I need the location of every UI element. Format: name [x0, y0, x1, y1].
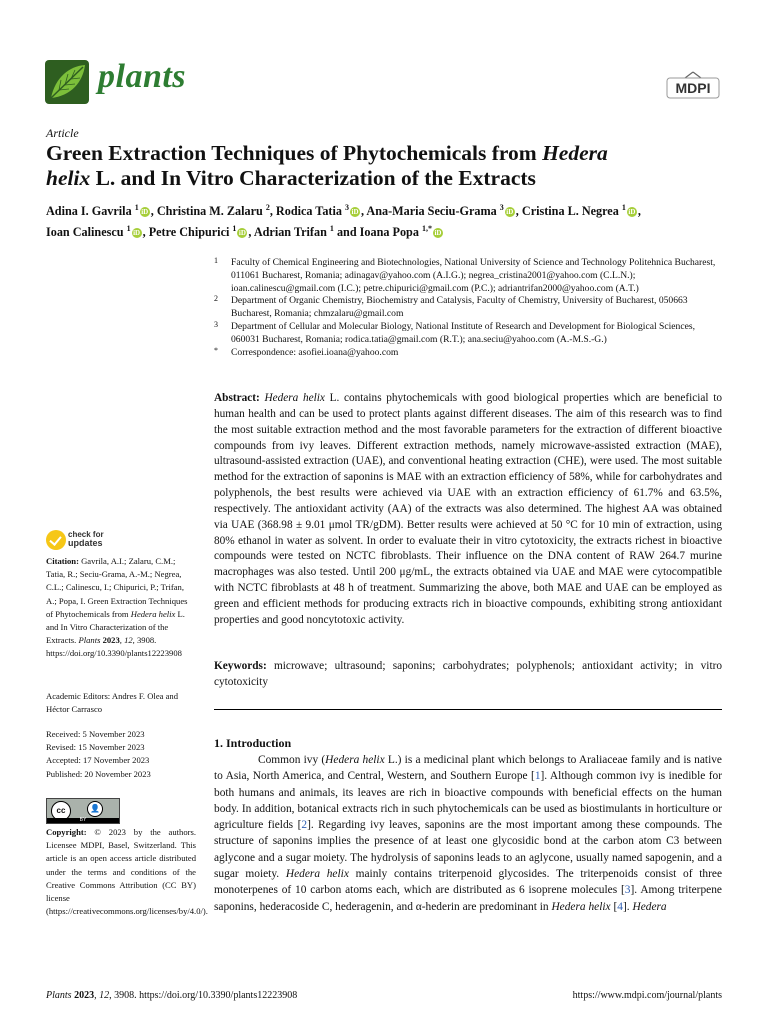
- mdpi-logo-icon: [666, 70, 720, 100]
- introduction-paragraph: [214, 752, 722, 915]
- date-received: Received: 5 November 2023: [46, 729, 145, 739]
- abstract-species: Hedera helix: [264, 392, 325, 404]
- intro-text: mainly contains triterpenoid glycosides. The triterpenoids consist of three monoterpenes of 10 carbon atoms each, which are distributed as 6 isoprene molecules [: [214, 868, 722, 897]
- check-line-1: check for: [68, 530, 104, 539]
- title-italic-1: Hedera: [542, 141, 608, 165]
- section-heading-introduction: 1. Introduction: [214, 736, 292, 750]
- affiliations: [214, 257, 724, 359]
- orcid-icon[interactable]: iD: [141, 208, 149, 217]
- author-affiliation-mark: 3: [499, 203, 504, 212]
- citation-journal: Plants: [78, 635, 101, 646]
- author[interactable]: Adrian Trifan: [253, 225, 327, 240]
- orcid-icon[interactable]: iD: [434, 229, 442, 238]
- orcid-icon[interactable]: iD: [506, 208, 514, 217]
- orcid-icon[interactable]: iD: [238, 229, 246, 238]
- academic-editors: Academic Editors: Andres F. Olea and Héctor Carrasco: [46, 691, 179, 715]
- check-for-updates-label: [68, 530, 128, 548]
- citation-label: Citation:: [46, 556, 79, 566]
- author-affiliation-mark: 1: [126, 224, 131, 234]
- section-divider: [214, 709, 722, 710]
- intro-species: Hedera helix: [285, 868, 349, 881]
- intro-text: L.) is a medicinal plant which belongs to Araliaceae family and is native to Asia, North America, and Central, Western, and Southern Europe [: [214, 754, 722, 783]
- cc-by-license-badge[interactable]: [46, 798, 120, 824]
- affiliation-text: Department of Organic Chemistry, Biochemistry and Catalysis, Faculty of Chemistry, University of Bucharest, 050663 Bucharest, Romania; chmzalaru@gmail.com: [231, 295, 688, 320]
- title-italic-2: helix: [46, 166, 91, 190]
- date-accepted: Accepted: 17 November 2023: [46, 755, 150, 766]
- orcid-icon[interactable]: iD: [133, 229, 141, 238]
- cc-icon: cc: [51, 801, 71, 821]
- affiliation-text: Correspondence: asofiei.ioana@yahoo.com: [231, 346, 399, 358]
- keywords-label: Keywords:: [214, 660, 267, 672]
- abstract: [214, 391, 722, 629]
- reference-link[interactable]: 1: [534, 770, 541, 783]
- author-affiliation-mark: 1: [329, 224, 334, 234]
- intro-text: ]. Among triterpene saponins, hederacoside C, hederagenin, and α-hederin are predominant in: [214, 884, 722, 913]
- author[interactable]: Rodica Tatia: [275, 204, 342, 219]
- footer-journal-url[interactable]: https://www.mdpi.com/journal/plants: [572, 990, 722, 1001]
- affiliation-number: 2: [214, 294, 218, 304]
- article-title: [46, 141, 736, 191]
- orcid-icon[interactable]: iD: [628, 208, 636, 217]
- affiliation-text: Department of Cellular and Molecular Biology, National Institute of Research and Development for Biological Sciences, 060031 Bucharest, Romania; rodica.tatia@gmail.com (R.T.); ana.seciu@yahoo.com (A.-M.S.-G.): [231, 320, 696, 345]
- affiliation-number: *: [214, 345, 218, 355]
- citation-doi: , 3908. https://doi.org/10.3390/plants12223908: [46, 635, 182, 659]
- author[interactable]: Ioan Calinescu: [46, 225, 124, 240]
- title-part2: L. and In Vitro Characterization of the Extracts: [90, 166, 536, 190]
- author-affiliation-mark: 2: [265, 203, 270, 212]
- affiliation-number: 3: [214, 319, 218, 329]
- attribution-person-icon: 👤: [87, 801, 103, 817]
- author-affiliation-mark: 1: [232, 224, 237, 234]
- affiliation-item: [214, 347, 724, 360]
- author[interactable]: Ana-Maria Seciu-Grama: [366, 204, 497, 219]
- footer-doi: , 3908. https://doi.org/10.3390/plants12223908: [109, 990, 298, 1001]
- footer-volume: , 12: [94, 990, 110, 1001]
- authors-conjunction: and: [336, 225, 357, 240]
- author-affiliation-mark: 3: [345, 203, 349, 212]
- affiliation-item: [214, 295, 724, 321]
- affiliation-item: [214, 321, 724, 347]
- plants-leaf-logo-icon: [45, 60, 89, 104]
- abstract-text: L. contains phytochemicals with good biological properties which are beneficial to human health and can be used to protect plants against different diseases. The aim of this research was to find the most suitable extraction method and the most favorable parameters for the extraction of different bioactive compounds from ivy leaves. Different extraction methods, namely microwave-assisted extraction (MAE), ultrasound-assisted extraction (UAE), and conventional heating extraction (CHE), were used. The most suitable method for the extraction of saponins is MAE with an extraction efficiency of 58%, while for carbohydrates and polyphenols, the best results were achieved via UAE with an extraction efficiency of 61.7% and 63.5%, respectively. The antioxidant activity (AA) of the extracts was also determined. The highest AA was obtained via UAE (368.98 ± 9.01 μmol TR/gDM). Better results were achieved at 50 °C for 10 min of extraction, using 80% ethanol in water as solvent. In order to evaluate their in vitro cytotoxicity, the extracts richest in bioactive compounds were tested on NCTC fibroblasts. Their influence on the DNA content of RAW 264.7 murine macrophages was also tested. Until 200 μg/mL, the extracts obtained via UAE and MAE were cytocompatible with NCTC fibroblasts at 48 h of treatment. Summarizing the above, both MAE and UAE can be employed as green and efficient methods for producing extracts rich in bioactive compounds, exhibiting strong antioxidant properties and good noncytotoxic activity.: [214, 392, 722, 626]
- footer-citation: [46, 990, 297, 1001]
- intro-text: ]. Regarding ivy leaves, saponins are the most important among these compounds. The structure of saponins implies the presence of at least one glycosidic bond at the carbon atom C3 between aglycone and a sugar moiety. The hydrolysis of saponins leads to an aglycone, usually named sapogenin, and a sugar moiety.: [214, 819, 723, 881]
- intro-text: ].: [622, 900, 633, 913]
- reference-link[interactable]: 3: [624, 884, 631, 897]
- mdpi-logo-text: MDPI: [675, 80, 711, 96]
- footer-year: 2023: [71, 990, 95, 1001]
- author[interactable]: Ioana Popa: [359, 225, 419, 240]
- by-label: BY: [47, 818, 119, 823]
- author[interactable]: Christina M. Zalaru: [156, 204, 263, 219]
- orcid-icon[interactable]: iD: [351, 208, 359, 217]
- journal-name: plants: [98, 58, 187, 95]
- keywords: [214, 659, 722, 691]
- citation-text: Gavrila, A.I.; Zalaru, C.M.; Tatia, R.; Seciu-Grama, A.-M.; Negrea, C.L.; Calinescu, I.; Chipurici, P.; Trifan, A.; Popa, I. Green Extraction Techniques of Phytochemicals from: [46, 556, 188, 619]
- intro-species: Hedera helix: [551, 900, 611, 913]
- check-line-2: updates: [68, 538, 103, 548]
- author[interactable]: Cristina L. Negrea: [521, 204, 619, 219]
- intro-text: [: [610, 900, 618, 913]
- author-affiliation-mark: 1,*: [421, 224, 432, 234]
- reference-link[interactable]: 4: [617, 900, 623, 913]
- date-revised: Revised: 15 November 2023: [46, 742, 145, 753]
- intro-text: Common ivy (: [258, 754, 326, 766]
- intro-text: ]. Although common ivy is inedible for both humans and animals, its leaves are rich in bioactive compounds with beneficial effects on the human body. In addition, botanical extracts rich in such phytochemicals can be used as biostimulants in horticulture or agriculture fields [: [214, 770, 722, 832]
- affiliation-item: [214, 257, 724, 295]
- title-part1: Green Extraction Techniques of Phytochemicals from: [46, 141, 543, 165]
- citation-volume: , 12: [119, 635, 133, 646]
- citation-species: Hedera helix: [130, 608, 176, 619]
- intro-species: Hedera: [632, 900, 667, 913]
- intro-species: Hedera helix: [325, 754, 385, 766]
- author-affiliation-mark: 1: [621, 203, 626, 212]
- date-published: Published: 20 November 2023: [46, 768, 151, 779]
- affiliation-number: 1: [214, 256, 218, 265]
- publication-dates: [46, 728, 196, 781]
- abstract-label: Abstract:: [214, 392, 260, 404]
- citation-block: [46, 555, 196, 661]
- citation-year: 2023: [100, 635, 120, 646]
- copyright-text: © 2023 by the authors. Licensee MDPI, Basel, Switzerland. This article is an open access article distributed under the terms and conditions of the Creative Commons Attribution (CC BY) license (https://creativecommons.org/licenses/by/4.0/).: [46, 827, 208, 917]
- check-for-updates-icon: [46, 530, 66, 550]
- reference-link[interactable]: 2: [301, 819, 308, 832]
- citation-text: L. and In Vitro Characterization of the Extracts.: [46, 608, 185, 646]
- keywords-text: microwave; ultrasound; saponins; carbohydrates; polyphenols; antioxidant activity; in vitro cytotoxicity: [214, 660, 722, 688]
- author-affiliation-mark: 1: [134, 203, 139, 212]
- author-list: Adina I. Gavrila $^1$iD , Christina M. Zalaru $^2$, Rodica Tatia $^3$iD , Ana-Maria Seciu-Grama $^3$iD , Cristina L. Negrea $^1$iD , Ioan Calinescu $^1$iD , Petre Chipurici $^1$iD , Adrian Trifan $^1$ and Ioana Popa $^{1,*}$iD: [46, 203, 641, 240]
- article-type: Article: [46, 126, 79, 140]
- affiliation-text: Faculty of Chemical Engineering and Biotechnologies, National University of Science and Technology Politehnica Bucharest, 011061 Bucharest, Romania; adinagav@yahoo.com (A.I.G.); negrea_cristina2001@yahoo.com (C.L.N.); ioan.calinescu@gmail.com (I.C.); petre.chipurici@gmail.com (P.C.); adriantrifan2000@yahoo.com (A.T.): [231, 257, 716, 294]
- copyright-label: Copyright:: [46, 827, 87, 837]
- footer-journal: Plants: [46, 990, 72, 1001]
- copyright-notice: [46, 826, 208, 918]
- author[interactable]: Petre Chipurici: [148, 225, 230, 240]
- author[interactable]: Adina I. Gavrila: [46, 204, 132, 219]
